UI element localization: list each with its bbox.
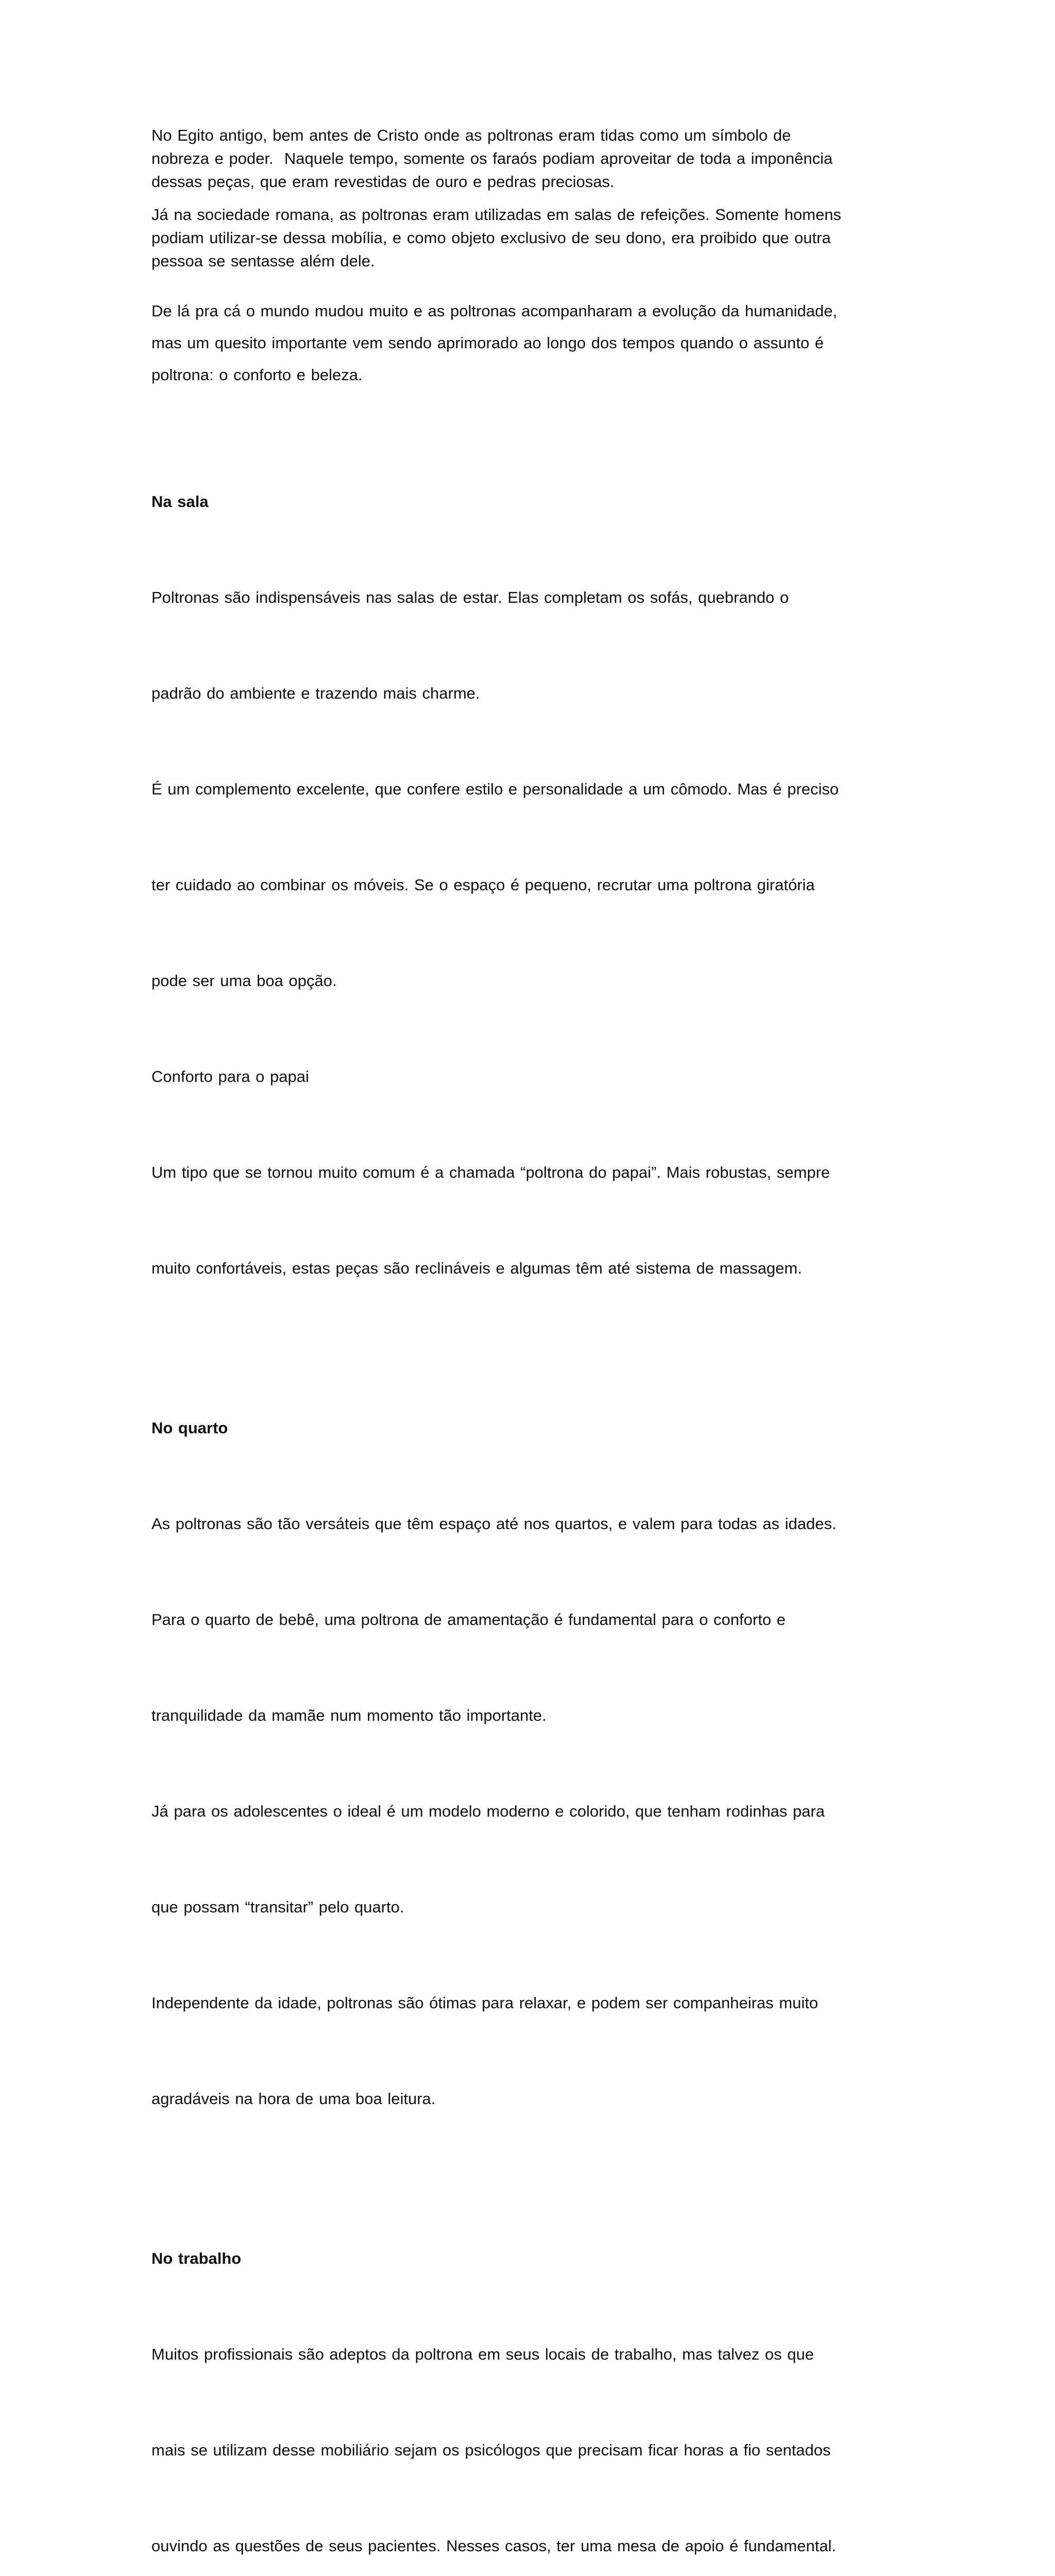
text-line: ter cuidado ao combinar os móveis. Se o espaço é pequeno, recrutar uma poltrona giratória [151, 876, 815, 894]
text-line: poltrona: o conforto e beleza. [151, 366, 363, 384]
text-line: dessas peças, que eram revestidas de ouro e pedras preciosas. [151, 173, 615, 191]
text-line: Poltronas são indispensáveis nas salas de estar. Elas completam os sofás, quebrando o [151, 588, 789, 606]
text-line: muito confortáveis, estas peças são reclináveis e algumas têm até sistema de massagem. [151, 1259, 802, 1277]
intro-paragraph-egito [151, 124, 914, 193]
text-line: No Egito antigo, bem antes de Cristo onde as poltronas eram tidas como um símbolo de [151, 126, 791, 144]
text-line: Muitos profissionais são adeptos da poltrona em seus locais de trabalho, mas talvez os que [151, 2345, 814, 2363]
text-line: nobreza e poder. Naquele tempo, somente os faraós podiam aproveitar de toda a imponência [151, 149, 833, 167]
text-line: Já na sociedade romana, as poltronas eram utilizadas em salas de refeições. Somente homens [151, 206, 842, 224]
text-line: mas um quesito importante vem sendo aprimorado ao longo dos tempos quando o assunto é [151, 334, 824, 352]
section-no-quarto [151, 1348, 914, 2179]
text-line: padrão do ambiente e trazendo mais charme. [151, 684, 480, 702]
text-line: podiam utilizar-se dessa mobília, e como objeto exclusivo de seu dono, era proibido que outra [151, 229, 831, 247]
section-heading: Na sala [151, 493, 209, 511]
text-line: pessoa se sentasse além dele. [151, 252, 375, 270]
section-no-trabalho [151, 2179, 914, 2576]
text-line: Já para os adolescentes o ideal é um modelo moderno e colorido, que tenham rodinhas para [151, 1802, 825, 1820]
subheading-line: Conforto para o papai [151, 1067, 309, 1086]
text-line: agradáveis na hora de uma boa leitura. [151, 2090, 436, 2108]
text-line: Um tipo que se tornou muito comum é a chamada “poltrona do papai”. Mais robustas, sempre [151, 1163, 830, 1181]
text-line: que possam “transitar” pelo quarto. [151, 1898, 404, 1916]
text-line: mais se utilizam desse mobiliário sejam os psicólogos que precisam ficar horas a fio sentados [151, 2441, 831, 2459]
text-line: Independente da idade, poltronas são ótimas para relaxar, e podem ser companheiras muito [151, 1994, 819, 2012]
text-line: As poltronas são tão versáteis que têm espaço até nos quartos, e valem para todas as idades. [151, 1515, 837, 1533]
text-line: tranquilidade da mamãe num momento tão importante. [151, 1706, 547, 1724]
section-heading: No quarto [151, 1419, 228, 1437]
section-na-sala [151, 422, 914, 1348]
text-line: É um complemento excelente, que confere estilo e personalidade a um cômodo. Mas é preciso [151, 780, 839, 798]
text-line: ouvindo as questões de seus pacientes. Nesses casos, ter uma mesa de apoio é fundamental. [151, 2537, 837, 2555]
text-line: pode ser uma boa opção. [151, 972, 337, 990]
section-heading: No trabalho [151, 2249, 242, 2267]
intro-paragraph-roma [151, 203, 914, 273]
intro-paragraph-evolucao [151, 295, 914, 391]
text-line: De lá pra cá o mundo mudou muito e as poltronas acompanharam a evolução da humanidade, [151, 302, 838, 320]
document-body [151, 124, 914, 2576]
text-line: Para o quarto de bebê, uma poltrona de amamentação é fundamental para o conforto e [151, 1611, 786, 1629]
